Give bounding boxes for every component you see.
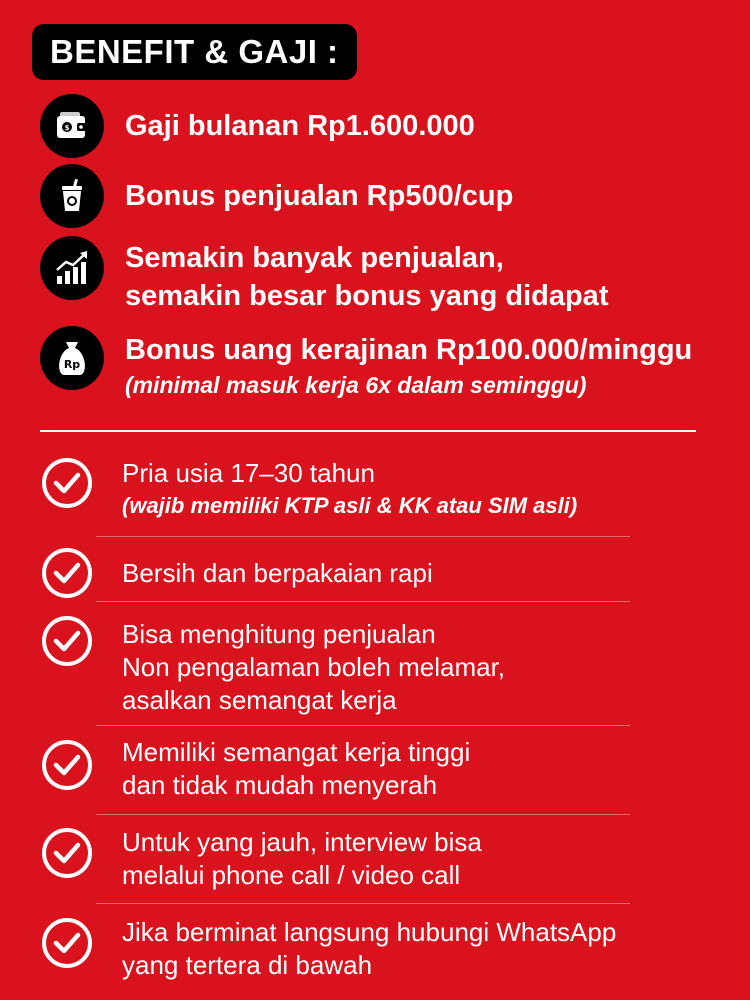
money-bag-label: Rp (63, 358, 81, 371)
check-circle-icon (40, 546, 94, 600)
row-separator (96, 903, 630, 904)
requirement-item (40, 738, 720, 802)
section-title (32, 24, 357, 80)
requirement-text: Bisa menghitung penjualan (122, 619, 436, 649)
section-title-text: BENEFIT & GAJI : (50, 33, 339, 70)
wallet-icon (40, 94, 104, 158)
check-circle-icon (40, 738, 94, 792)
requirement-text: Non pengalaman boleh melamar, (122, 652, 506, 682)
requirement-note: (wajib memiliki KTP asli & KK atau SIM asli) (122, 493, 578, 518)
requirement-text: Jika berminat langsung hubungi WhatsApp (122, 917, 617, 947)
row-separator (96, 601, 630, 602)
money-bag-icon (40, 326, 104, 390)
requirement-text: dan tidak mudah menyerah (122, 770, 438, 800)
benefit-text: Bonus penjualan Rp500/cup (125, 180, 514, 212)
requirement-text: Untuk yang jauh, interview bisa (122, 827, 482, 857)
check-circle-icon (40, 826, 94, 880)
requirement-item (40, 546, 720, 600)
benefit-text: Gaji bulanan Rp1.600.000 (125, 110, 475, 142)
benefit-item-sales-bonus (40, 164, 720, 228)
benefit-item-salary (40, 94, 720, 158)
benefit-text: Semakin banyak penjualan, (125, 242, 504, 274)
sales-growth-chart-icon (40, 236, 104, 300)
requirement-item (40, 614, 720, 717)
row-separator (96, 536, 630, 537)
benefit-text: Bonus uang kerajinan Rp100.000/minggu (125, 334, 693, 366)
svg-text:$: $ (64, 124, 70, 132)
benefit-note: (minimal masuk kerja 6x dalam seminggu) (125, 372, 587, 398)
check-circle-icon (40, 456, 94, 510)
requirement-text: melalui phone call / video call (122, 860, 461, 890)
check-circle-icon (40, 614, 94, 668)
benefit-item-diligence-bonus (40, 326, 720, 401)
row-separator (96, 814, 630, 815)
row-separator (96, 725, 630, 726)
requirement-item (40, 916, 720, 982)
section-divider (40, 430, 696, 432)
drink-cup-icon (40, 164, 104, 228)
requirement-text: asalkan semangat kerja (122, 685, 397, 715)
requirement-text: yang tertera di bawah (122, 950, 373, 980)
check-circle-icon (40, 916, 94, 970)
requirement-text: Memiliki semangat kerja tinggi (122, 737, 471, 767)
requirement-item (40, 456, 720, 522)
benefit-text: semakin besar bonus yang didapat (125, 280, 609, 312)
benefit-item-more-sales (40, 236, 720, 315)
requirement-item (40, 826, 720, 892)
requirement-text: Pria usia 17–30 tahun (122, 458, 375, 488)
requirement-text: Bersih dan berpakaian rapi (122, 558, 433, 588)
